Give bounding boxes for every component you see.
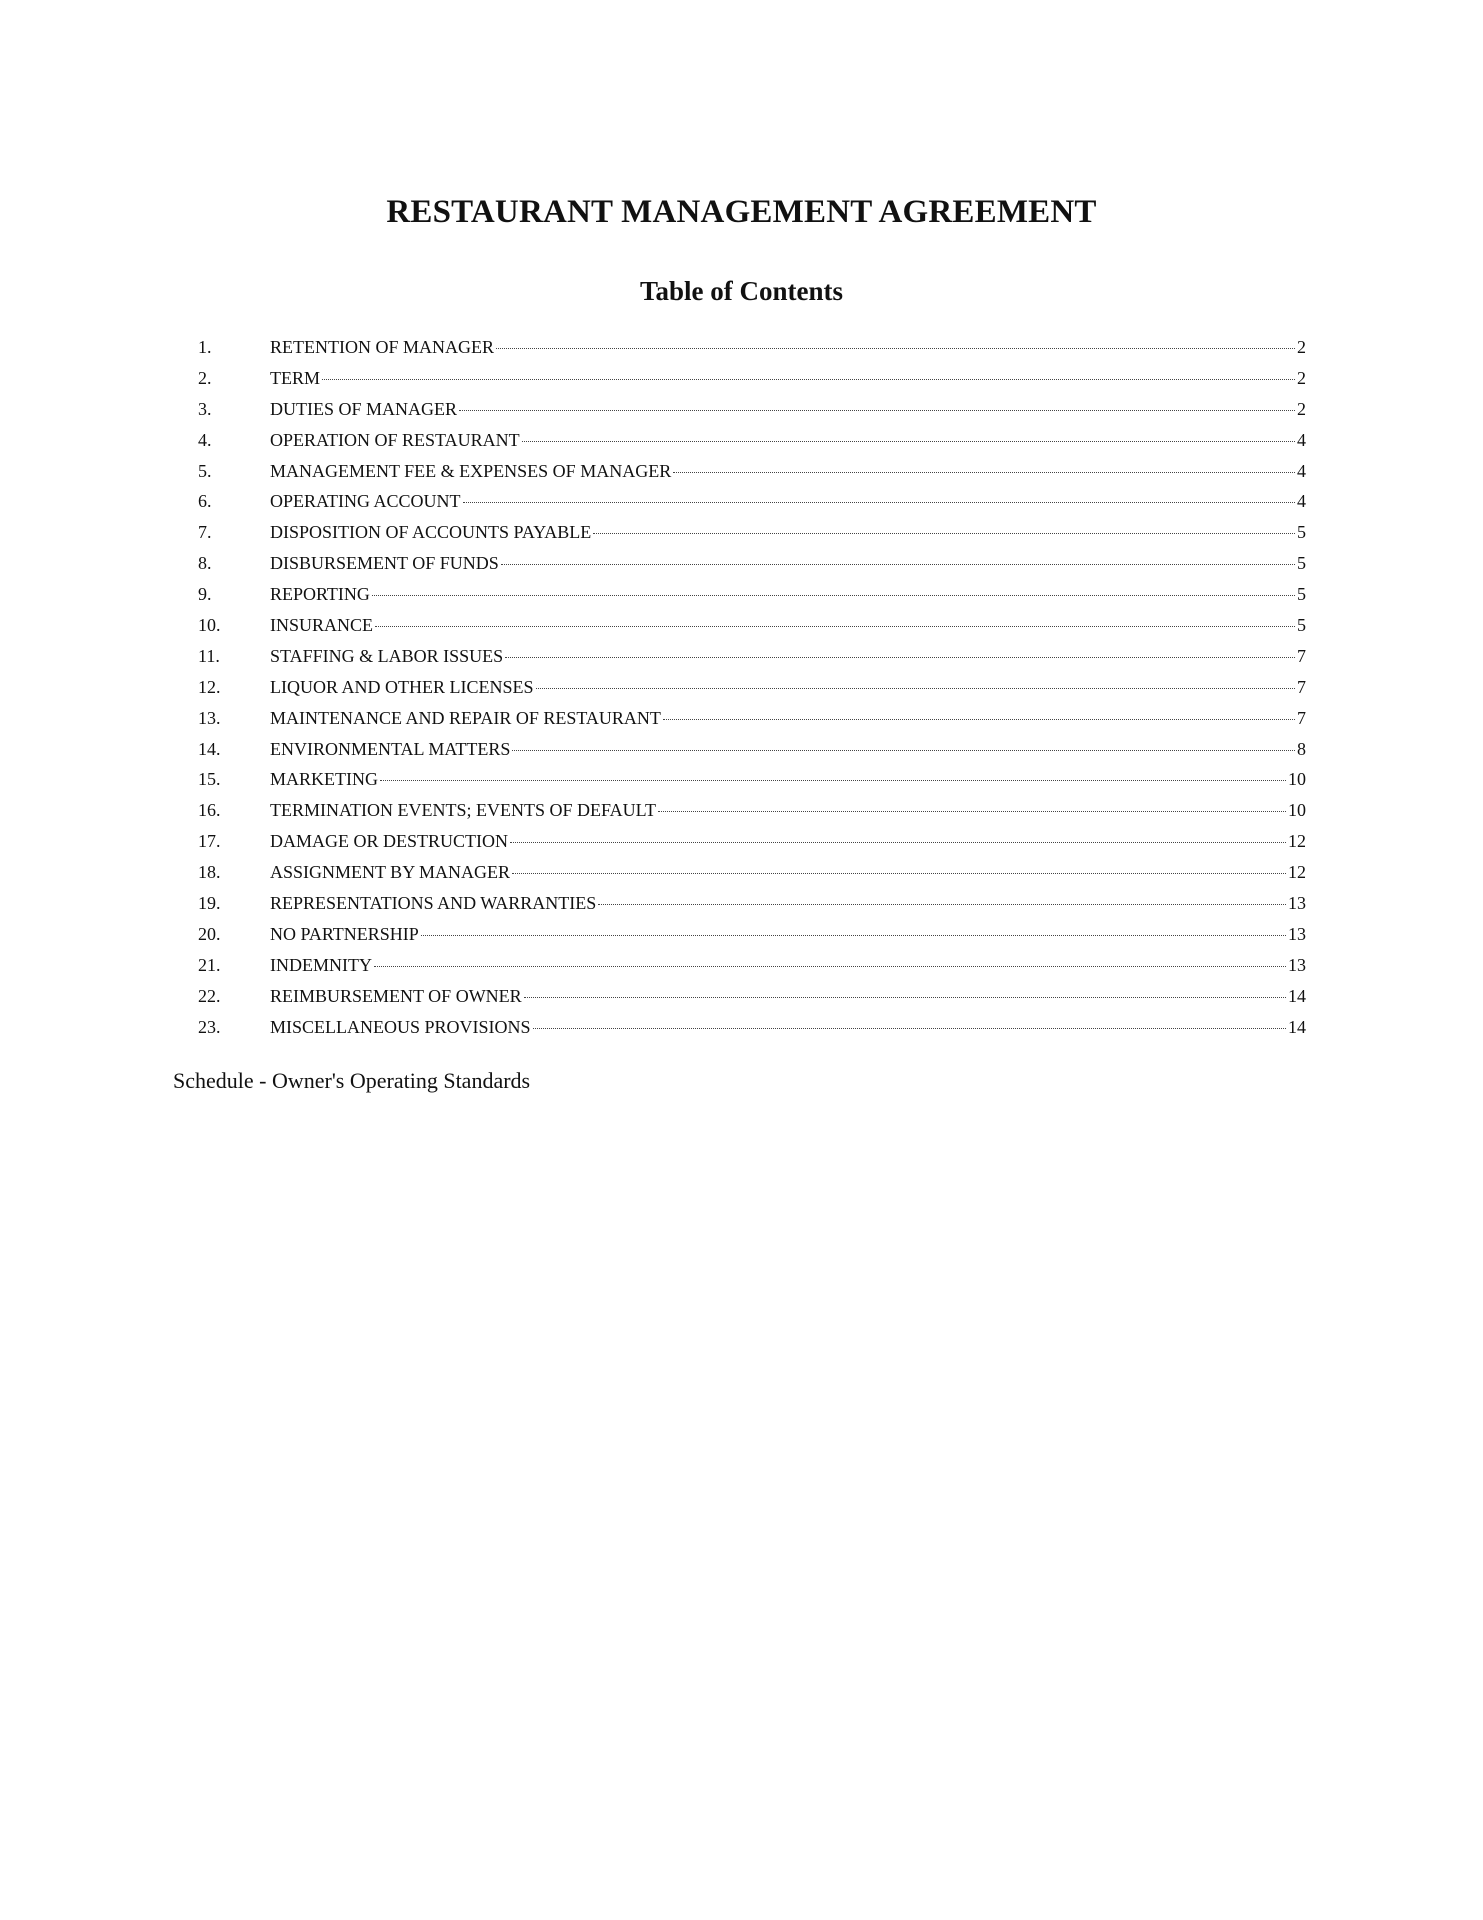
dot-leader <box>510 842 1286 843</box>
toc-entry-page: 5 <box>1297 522 1306 543</box>
toc-entry-page: 10 <box>1288 800 1306 821</box>
toc-entry-number: 22. <box>198 985 221 1006</box>
toc-entry-page: 7 <box>1297 676 1306 697</box>
dot-leader <box>598 904 1286 905</box>
dot-leader <box>663 719 1295 720</box>
toc-entry-number: 13. <box>198 707 221 728</box>
toc-entry[interactable] <box>198 708 1306 739</box>
toc-entry-label: MANAGEMENT FEE & EXPENSES OF MANAGER <box>270 460 672 481</box>
toc-entry-number: 16. <box>198 800 221 821</box>
toc-entry[interactable] <box>198 430 1306 461</box>
toc-entry[interactable] <box>198 584 1306 615</box>
toc-entry-page: 4 <box>1297 429 1306 450</box>
toc-entry-label: DUTIES OF MANAGER <box>270 398 458 419</box>
dot-leader <box>496 348 1295 349</box>
toc-entry-number: 12. <box>198 676 221 697</box>
toc-entry-label: TERM <box>270 367 321 388</box>
toc-entry-label: LIQUOR AND OTHER LICENSES <box>270 676 534 697</box>
toc-entry-number: 2. <box>198 367 212 388</box>
dot-leader <box>512 873 1286 874</box>
toc-entry-number: 1. <box>198 337 212 357</box>
toc-entry-number: 3. <box>198 398 212 419</box>
toc-entry-page: 4 <box>1297 460 1306 481</box>
toc-entry-number: 14. <box>198 738 221 759</box>
dot-leader <box>374 966 1286 967</box>
dot-leader <box>593 533 1295 534</box>
dot-leader <box>459 410 1295 411</box>
toc-entry-page: 5 <box>1297 553 1306 574</box>
toc-entry-label: REPORTING <box>270 584 370 605</box>
dot-leader <box>322 379 1295 380</box>
toc-entry-page: 14 <box>1288 1016 1306 1037</box>
toc-entry[interactable] <box>198 1017 1306 1048</box>
toc-entry-label: ASSIGNMENT BY MANAGER <box>270 862 511 883</box>
toc-entry-number: 20. <box>198 923 221 944</box>
toc-entry-number: 9. <box>198 584 212 605</box>
toc-entry[interactable] <box>198 986 1306 1017</box>
toc-entry-label: ENVIRONMENTAL MATTERS <box>270 738 511 759</box>
toc-entry-label: INDEMNITY <box>270 954 372 975</box>
dot-leader <box>673 472 1295 473</box>
dot-leader <box>512 750 1295 751</box>
toc-entry[interactable] <box>198 769 1306 800</box>
toc-entry-number: 8. <box>198 553 212 574</box>
toc-entry-label: MARKETING <box>270 769 378 790</box>
dot-leader <box>463 502 1295 503</box>
schedule-entry: Schedule - Owner's Operating Standards <box>173 1068 531 1093</box>
toc-entry-label: NO PARTNERSHIP <box>270 923 419 944</box>
toc-entry-number: 15. <box>198 769 221 790</box>
toc-entry-label: MAINTENANCE AND REPAIR OF RESTAURANT <box>270 707 661 728</box>
toc-entry-label: OPERATION OF RESTAURANT <box>270 429 520 450</box>
toc-entry-label: RETENTION OF MANAGER <box>270 337 494 357</box>
dot-leader <box>505 657 1295 658</box>
dot-leader <box>421 935 1286 936</box>
toc-entry-number: 5. <box>198 460 212 481</box>
toc-heading: Table of Contents <box>639 276 844 306</box>
toc-entry-label: DISPOSITION OF ACCOUNTS PAYABLE <box>270 522 592 543</box>
dot-leader <box>372 595 1295 596</box>
toc-entry[interactable] <box>198 862 1306 893</box>
toc-entry-number: 4. <box>198 429 212 450</box>
toc-entry-label: TERMINATION EVENTS; EVENTS OF DEFAULT <box>270 800 656 821</box>
toc-entry[interactable] <box>198 677 1306 708</box>
dot-leader <box>658 811 1286 812</box>
toc-entry-label: DISBURSEMENT OF FUNDS <box>270 553 499 574</box>
toc-entry-page: 7 <box>1297 707 1306 728</box>
toc-entry[interactable] <box>198 368 1306 399</box>
toc-entry-label: INSURANCE <box>270 615 374 636</box>
toc-entry-page: 2 <box>1297 337 1306 357</box>
toc-entry-page: 10 <box>1288 769 1306 790</box>
toc-entry[interactable] <box>198 553 1306 584</box>
toc-entry-number: 23. <box>198 1016 221 1037</box>
toc-entry-page: 14 <box>1288 985 1306 1006</box>
toc-entry[interactable] <box>198 646 1306 677</box>
toc-entry-page: 4 <box>1297 491 1306 512</box>
toc-entry[interactable] <box>198 924 1306 955</box>
dot-leader <box>524 997 1286 998</box>
toc-entry-label: DAMAGE OR DESTRUCTION <box>270 831 508 852</box>
toc-entry[interactable] <box>198 461 1306 492</box>
toc-entry-page: 12 <box>1288 831 1306 852</box>
toc-entry-number: 17. <box>198 831 221 852</box>
toc-entry[interactable] <box>198 615 1306 646</box>
toc-entry-page: 2 <box>1297 398 1306 419</box>
dot-leader <box>536 688 1296 689</box>
dot-leader <box>522 441 1295 442</box>
toc-entry-page: 2 <box>1297 367 1306 388</box>
toc-entry[interactable] <box>198 337 1306 368</box>
toc-entry[interactable] <box>198 522 1306 553</box>
toc-entry-number: 6. <box>198 491 212 512</box>
toc-entry-page: 13 <box>1288 893 1306 914</box>
dot-leader <box>501 564 1295 565</box>
toc-entry[interactable] <box>198 955 1306 986</box>
toc-entry-label: REPRESENTATIONS AND WARRANTIES <box>270 893 597 914</box>
toc-entry-page: 5 <box>1297 615 1306 636</box>
toc-entry[interactable] <box>198 893 1306 924</box>
toc-entry-number: 10. <box>198 615 221 636</box>
toc-entry-label: REIMBURSEMENT OF OWNER <box>270 985 522 1006</box>
toc-entry-page: 12 <box>1288 862 1306 883</box>
toc-entry-label: MISCELLANEOUS PROVISIONS <box>270 1016 531 1037</box>
toc-entry-number: 7. <box>198 522 212 543</box>
toc-entry-page: 5 <box>1297 584 1306 605</box>
toc-entry-page: 8 <box>1297 738 1306 759</box>
table-of-contents <box>198 337 1306 1047</box>
toc-entry-label: OPERATING ACCOUNT <box>270 491 461 512</box>
toc-entry-page: 13 <box>1288 954 1306 975</box>
toc-entry[interactable] <box>198 399 1306 430</box>
dot-leader <box>533 1028 1286 1029</box>
toc-entry-page: 13 <box>1288 923 1306 944</box>
toc-entry-number: 18. <box>198 862 221 883</box>
toc-entry-number: 19. <box>198 893 221 914</box>
toc-entry-label: STAFFING & LABOR ISSUES <box>270 645 504 666</box>
toc-entry[interactable] <box>198 831 1306 862</box>
dot-leader <box>375 626 1295 627</box>
toc-entry-number: 21. <box>198 954 221 975</box>
document-title: RESTAURANT MANAGEMENT AGREEMENT <box>386 194 1097 230</box>
toc-entry[interactable] <box>198 800 1306 831</box>
toc-entry[interactable] <box>198 491 1306 522</box>
toc-entry-page: 7 <box>1297 645 1306 666</box>
toc-entry-number: 11. <box>198 645 220 666</box>
dot-leader <box>380 780 1286 781</box>
toc-entry[interactable] <box>198 739 1306 770</box>
